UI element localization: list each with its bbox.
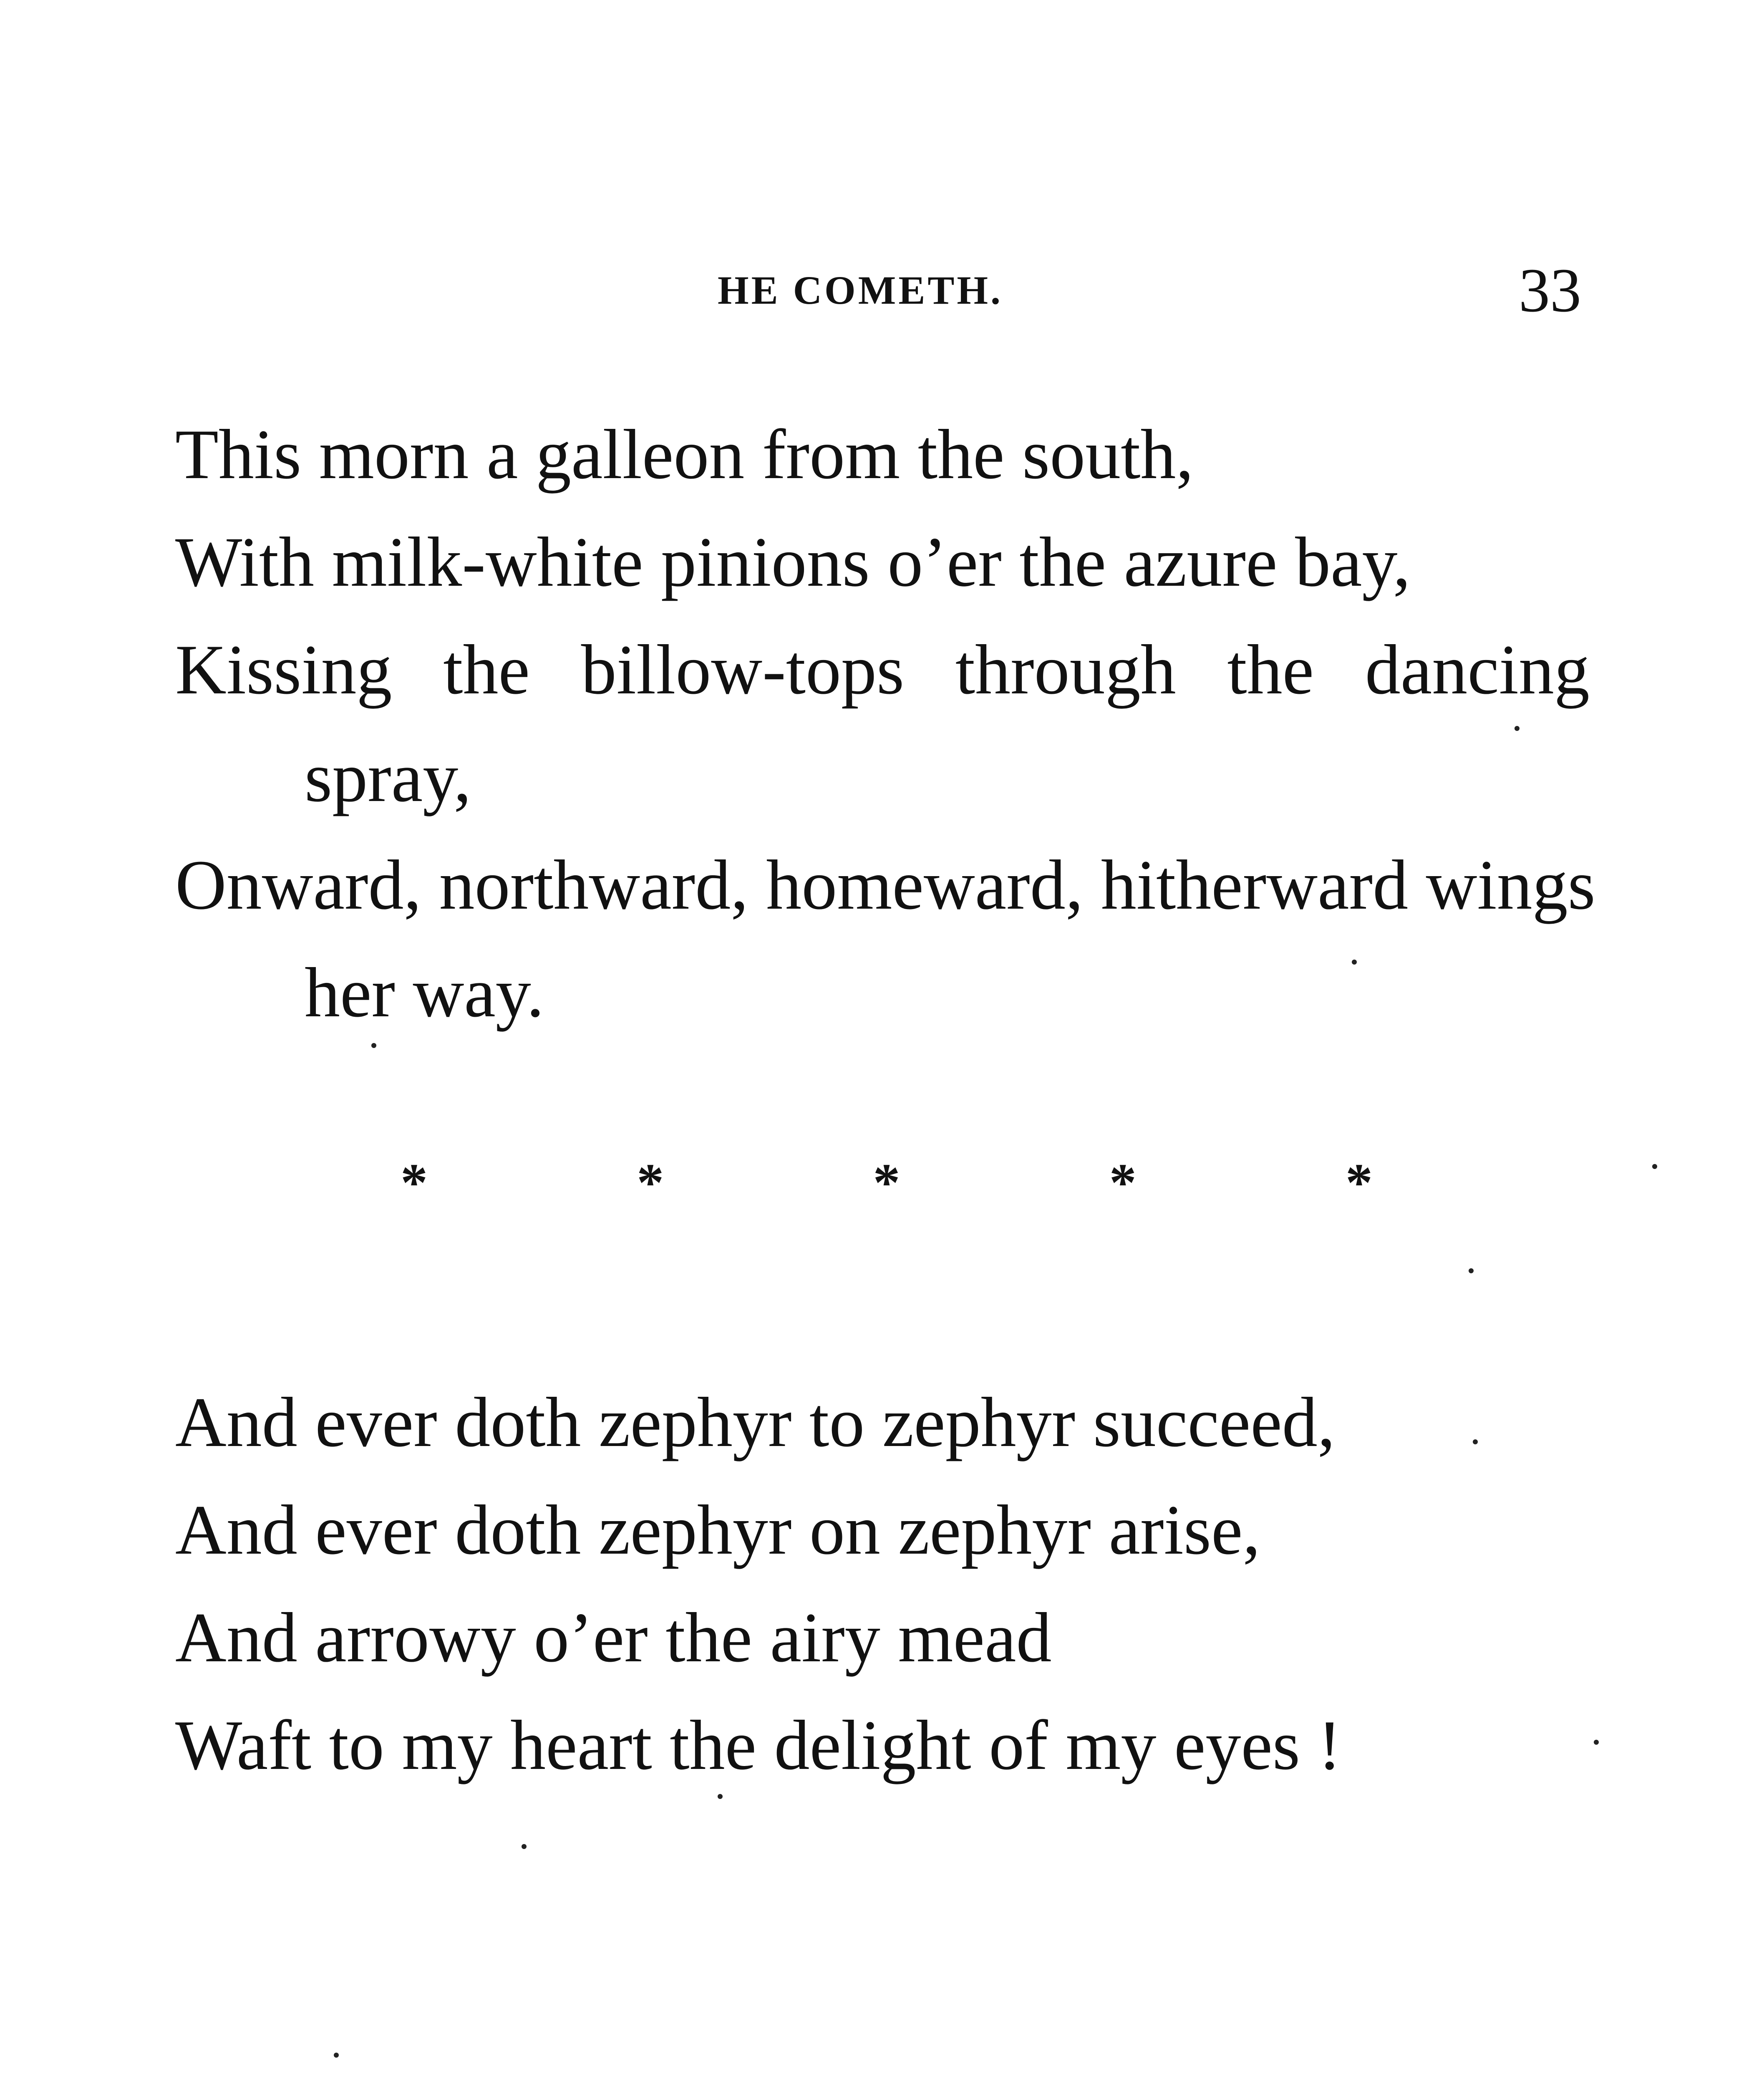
asterisk: * <box>637 1153 664 1213</box>
page-number: 33 <box>1519 256 1581 325</box>
verse-line: And arrowy o’er the airy mead <box>175 1598 1052 1677</box>
section-break-asterisks <box>401 1151 1373 1214</box>
verse-word: Kissing <box>175 630 392 709</box>
verse-line: With milk-white pinions o’er the azure bay, <box>175 523 1411 601</box>
verse-line-continuation: her way. <box>305 953 544 1032</box>
scan-speck <box>1469 1268 1474 1273</box>
verse-line: This morn a galleon from the south, <box>175 415 1194 494</box>
verse-line: And ever doth zephyr to zephyr succeed, <box>175 1383 1336 1461</box>
scan-speck <box>334 2053 339 2058</box>
asterisk: * <box>1109 1153 1137 1213</box>
scan-speck <box>1473 1439 1478 1444</box>
scan-speck <box>1515 726 1520 731</box>
running-title: HE COMETH. <box>718 268 1003 312</box>
asterisk: * <box>401 1153 428 1213</box>
scan-speck <box>718 1794 723 1799</box>
scan-speck <box>1594 1740 1599 1745</box>
verse-line: Onward, northward, homeward, hitherward wings <box>175 846 1595 924</box>
scan-speck <box>522 1844 527 1849</box>
scan-speck <box>371 1043 376 1048</box>
verse-word: the <box>1227 630 1314 709</box>
asterisk: * <box>873 1153 900 1213</box>
stanza-second <box>175 1368 1615 1799</box>
stanza-first <box>175 401 1615 1046</box>
verse-word: through <box>955 630 1176 709</box>
scan-speck <box>1352 960 1357 965</box>
verse-line: Waft to my heart the delight of my eyes ! <box>175 1706 1342 1784</box>
verse-line: And ever doth zephyr on zephyr arise, <box>175 1491 1260 1569</box>
verse-word: billow-tops <box>581 630 905 709</box>
verse-line-justified <box>175 616 1590 723</box>
verse-word: dancing <box>1365 630 1590 709</box>
verse-line-continuation: spray, <box>305 738 471 816</box>
scan-speck <box>1652 1164 1657 1169</box>
verse-word: the <box>443 630 530 709</box>
asterisk: * <box>1346 1153 1373 1213</box>
